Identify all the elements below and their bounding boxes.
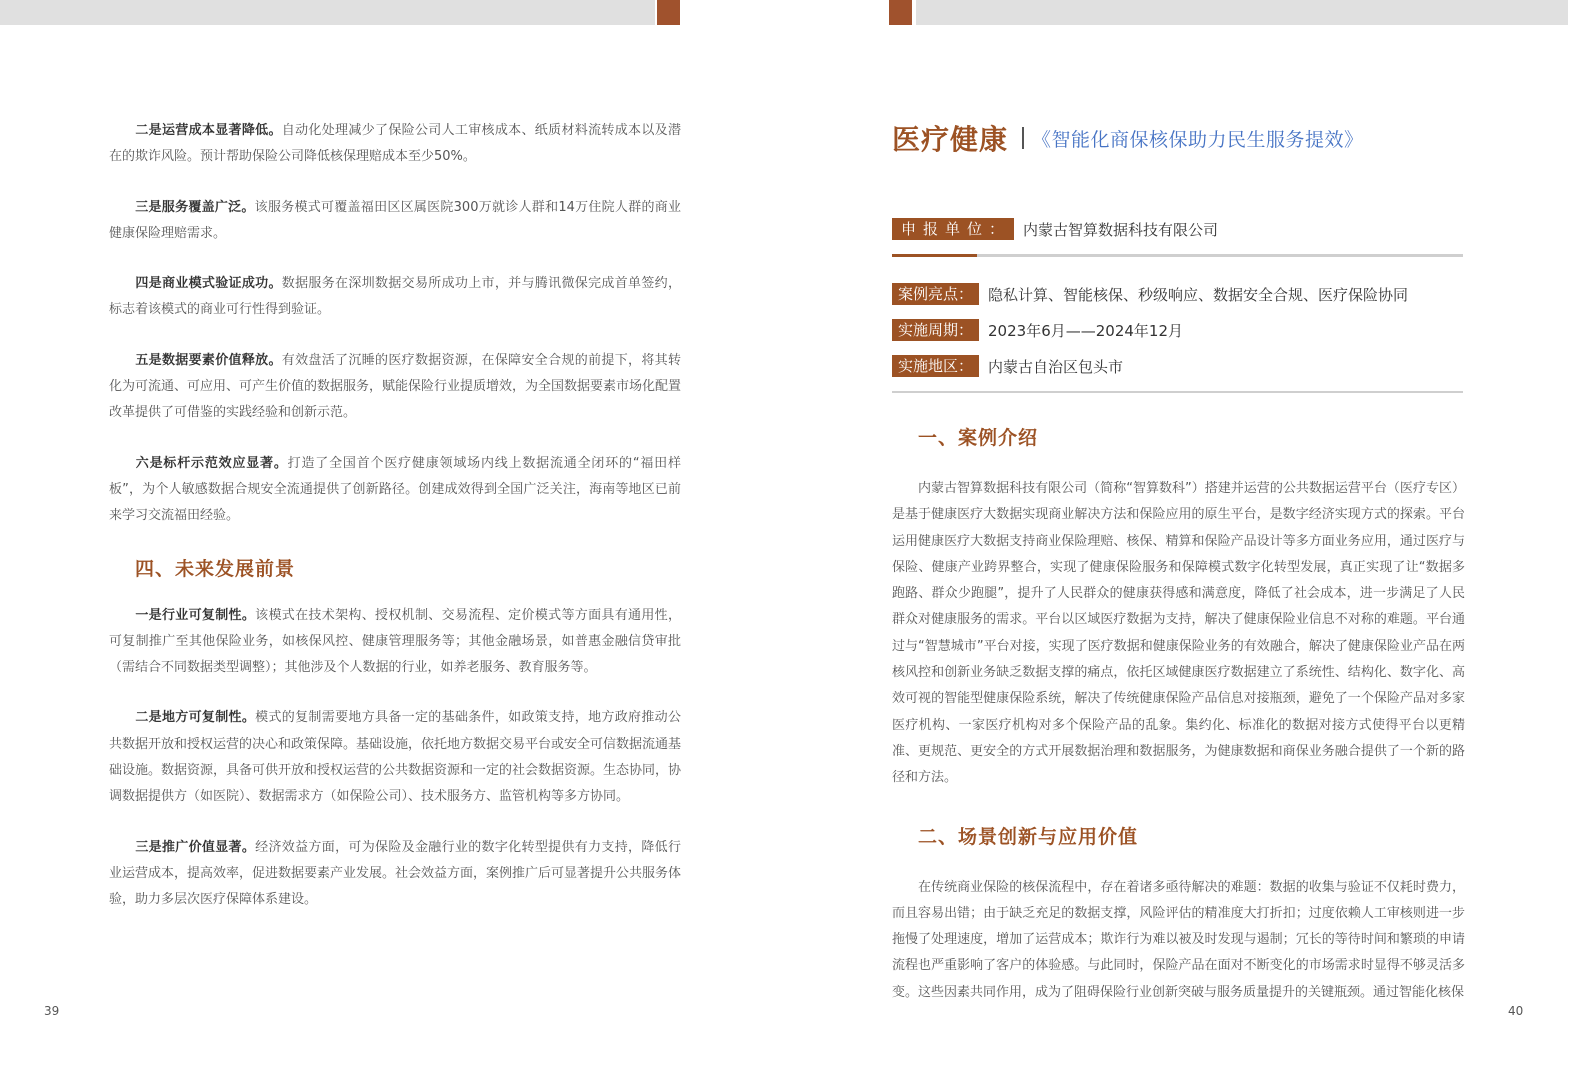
top-bar-right [916, 0, 1568, 25]
top-accent-right [889, 0, 912, 25]
case-facts [892, 283, 1465, 377]
paragraph-benchmark: 六是标杆示范效应显著。打造了全国首个医疗健康领域场内线上数据流通全闭环的“福田样板”，为个人敏感数据合规安全流通提供了创新路径。创建成效得到全国广泛关注，海南等地区已前来学习交流福田经验。 [109, 455, 681, 524]
paragraph-intro: 内蒙古智算数据科技有限公司（简称“智算数科”）搭建并运营的公共数据运营平台（医疗专区）是基于健康医疗大数据实现商业解决方法和保险应用的原生平台，是数字经济实现方式的探索。平台运用健康医疗大数据支持商业保险理赔、核保、精算和保险产品设计等多方面业务应用，通过医疗与保险、健康产业跨界整合，实现了健康保险服务和保障模式数字化转型发展，真正实现了让“数据多跑路、群众少跑腿”，提升了人民群众的健康获得感和满意度，降低了社会成本，进一步满足了人民群众对健康服务的需求。平台以区域医疗数据为支持，解决了健康保险业信息不对称的难题。平台通过与“智慧城市”平台对接，实现了医疗数据和健康保险业务的有效融合，解决了健康保险业产品在两核风控和创新业务缺乏数据支撑的痛点，依托区域健康医疗数据建立了系统性、结构化、数字化、高效可视的智能型健康保险系统，解决了传统健康保险产品信息对接瓶颈，避免了一个保险产品对多家医疗机构、一家医疗机构对多个保险产品的乱象。集约化、标准化的数据对接方式使得平台以更精准、更规范、更安全的方式开展数据治理和数据服务，为健康数据和商保业务融合提供了一个新的路径和方法。 [892, 481, 1465, 786]
top-accent-left [657, 0, 680, 25]
applicant-value: 内蒙古智算数据科技有限公司 [1023, 220, 1219, 239]
paragraph-cost: 二是运营成本显著降低。自动化处理减少了保险公司人工审核成本、纸质材料流转成本以及潜在的欺诈风险。预计帮助保险公司降低核保理赔成本至少50%。 [109, 123, 681, 165]
applicant-row [892, 218, 1465, 240]
right-page [892, 118, 1465, 1006]
facts-divider [892, 391, 1463, 393]
case-title: 《智能化商保核保助力民生服务提效》 [1032, 128, 1364, 151]
page-number-left: 39 [44, 1004, 60, 1018]
section-title-intro: 一、案例介绍 [918, 427, 1039, 449]
highlights-label: 案例亮点： [892, 283, 979, 305]
header-divider [892, 254, 1463, 257]
paragraph-local-replicable: 二是地方可复制性。模式的复制需要地方具备一定的基础条件，如政策支持，地方政府推动公共数据开放和授权运营的决心和政策保障。基础设施，依托地方数据交易平台或安全可信数据流通基础设施。数据资源，具备可供开放和授权运营的公共数据资源和一定的社会数据资源。生态协同，协调数据提供方（如医院）、数据需求方（如保险公司）、技术服务方、监管机构等多方协同。 [109, 710, 682, 805]
applicant-label: 申报单位： [892, 218, 1014, 240]
case-header [892, 118, 1465, 158]
paragraph-industry-replicable: 一是行业可复制性。该模式在技术架构、授权机制、交易流程、定价模式等方面具有通用性，可复制推广至其他保险业务，如核保风控、健康管理服务等；其他金融场景，如普惠金融信贷审批（需结合不同数据类型调整）；其他涉及个人数据的行业，如养老服务、教育服务等。 [109, 607, 681, 676]
period-row [892, 319, 1465, 341]
paragraph-innovation: 在传统商业保险的核保流程中，存在着诸多亟待解决的难题：数据的收集与验证不仅耗时费力，而且容易出错；由于缺乏充足的数据支撑，风险评估的精准度大打折扣；过度依赖人工审核则进一步拖慢了处理速度，增加了运营成本；欺诈行为难以被及时发现与遏制；冗长的等待时间和繁琐的申请流程也严重影响了客户的体验感。与此同时，保险产品在面对不断变化的市场需求时显得不够灵活多变。这些因素共同作用，成为了阻碍保险行业创新突破与服务质量提升的关键瓶颈。通过智能化核保 [892, 879, 1465, 1000]
section-title-innovation: 二、场景创新与应用价值 [918, 825, 1139, 848]
paragraph-coverage: 三是服务覆盖广泛。该服务模式可覆盖福田区区属医院300万就诊人群和14万住院人群的商业健康保险理赔需求。 [109, 199, 681, 241]
section-title-future: 四、未来发展前景 [135, 557, 296, 580]
highlights-value: 隐私计算、智能核保、秒级响应、数据安全合规、医疗保险协同 [988, 285, 1409, 304]
paragraph-promotion-value: 三是推广价值显著。经济效益方面，可为保险及金融行业的数字化转型提供有力支持，降低行业运营成本，提高效率，促进数据要素产业发展。社会效益方面，案例推广后可显著提升公共服务体验，助力多层次医疗保障体系建设。 [109, 839, 682, 908]
paragraph-data-value: 五是数据要素价值释放。有效盘活了沉睡的医疗数据资源，在保障安全合规的前提下，将其转化为可流通、可应用、可产生价值的数据服务，赋能保险行业提质增效，为全国数据要素市场化配置改革提供了可借鉴的实践经验和创新示范。 [109, 352, 682, 421]
top-bar-left [0, 0, 655, 25]
period-label: 实施周期： [892, 319, 979, 341]
category-title: 医疗健康 [892, 123, 1009, 156]
left-page [109, 118, 681, 938]
page-number-right: 40 [1508, 1004, 1524, 1018]
title-separator [1022, 127, 1024, 149]
region-label: 实施地区： [892, 355, 979, 377]
period-value: 2023年6月——2024年12月 [988, 321, 1183, 340]
highlights-row [892, 283, 1465, 305]
region-row [892, 355, 1465, 377]
divider-accent [892, 254, 977, 257]
region-value: 内蒙古自治区包头市 [988, 357, 1124, 376]
paragraph-business-model: 四是商业模式验证成功。数据服务在深圳数据交易所成功上市，并与腾讯微保完成首单签约，标志着该模式的商业可行性得到验证。 [109, 276, 681, 318]
